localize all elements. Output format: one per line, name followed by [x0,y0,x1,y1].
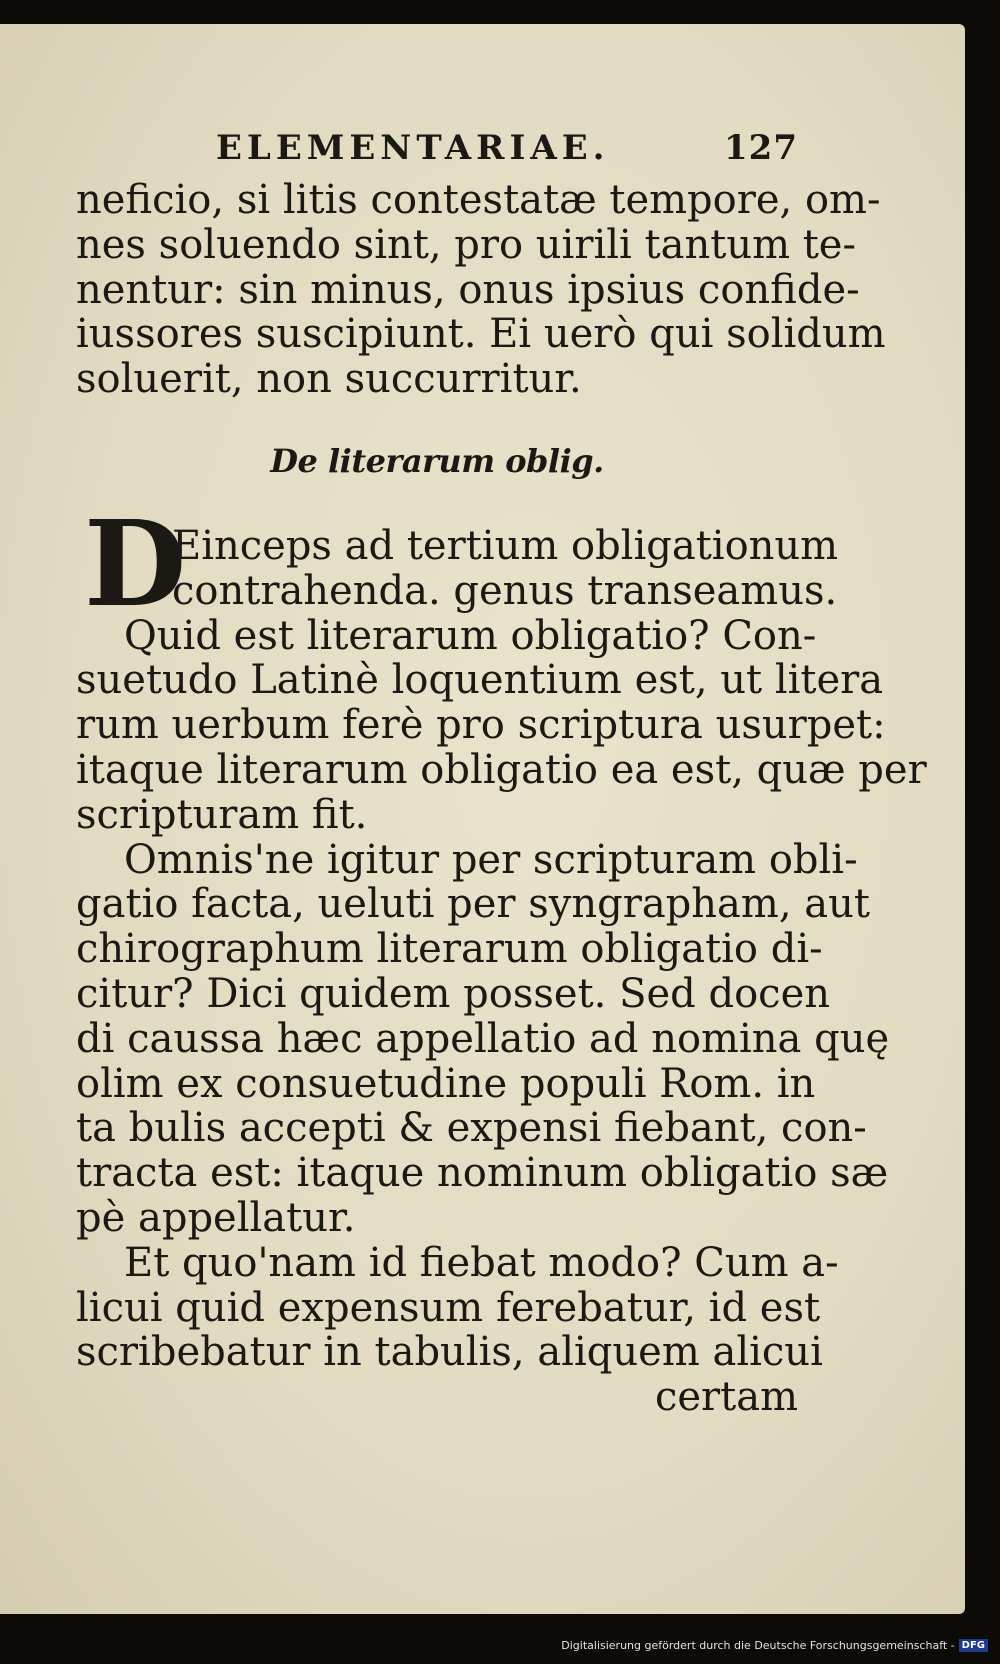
text-line: di caussa hæc appellatio ad nomina quę [76,1015,890,1062]
text-line: suetudo Latinè loquentium est, ut litera [76,657,884,704]
text-line: contrahenda. genus transeamus. [172,567,838,614]
text-line: scripturam fit. [76,791,368,838]
running-head: ELEMENTARIAE. [216,128,610,168]
text-line: Omnis'ne igitur per scripturam obli- [124,836,858,883]
text-line: scribebatur in tabulis, aliquem alicui [76,1329,823,1376]
text-line: nes soluendo sint, pro uirili tantum te- [76,221,856,268]
text-line: neficio, si litis contestatæ tempore, om- [76,177,881,223]
text-line: itaque literarum obligatio ea est, quæ per [76,746,927,793]
text-line: nentur: sin minus, onus ipsius confide- [76,266,860,313]
text-line: pè appellatur. [76,1194,356,1241]
text-line: iussores suscipiunt. Ei uerò qui solidum [76,311,886,358]
text-line: Quid est literarum obligatio? Con- [124,612,817,659]
paragraph-1 [76,177,886,403]
text-line: gatio facta, ueluti per syngrapham, aut [76,881,870,928]
text-line: Et quo'nam id fiebat modo? Cum a- [124,1239,839,1286]
text-line: citur? Dici quidem posset. Sed docen [76,970,831,1017]
drop-cap: D [84,493,187,633]
paragraph-4 [76,836,890,1241]
page-number: 127 [724,128,798,168]
text-line: Einceps ad tertium obligationum [172,522,839,569]
section-title: De literarum oblig. [270,441,604,480]
text-line: ta bulis accepti & expensi fiebant, con- [76,1105,867,1152]
text-line: chirographum literarum obligatio di- [76,926,823,973]
text-line: licui quid expensum ferebatur, id est [76,1284,821,1331]
text-line: rum uerbum ferè pro scriptura usurpet: [76,702,886,749]
dfg-logo: DFG [959,1639,988,1652]
digitization-credit [561,1639,988,1652]
text-line: soluerit, non succurritur. [76,356,582,403]
paragraph-3 [76,612,927,838]
paragraph-2 [76,493,839,633]
text-line: olim ex consuetudine populi Rom. in [76,1060,816,1107]
page-header [76,128,798,178]
paragraph-5 [76,1239,839,1376]
catchword: certam [654,1374,798,1421]
credit-text: Digitalisierung gefördert durch die Deutsche Forschungsgemeinschaft - [561,1639,955,1652]
text-block [76,128,927,1421]
text-line: tracta est: itaque nominum obligatio sæ [76,1150,889,1197]
